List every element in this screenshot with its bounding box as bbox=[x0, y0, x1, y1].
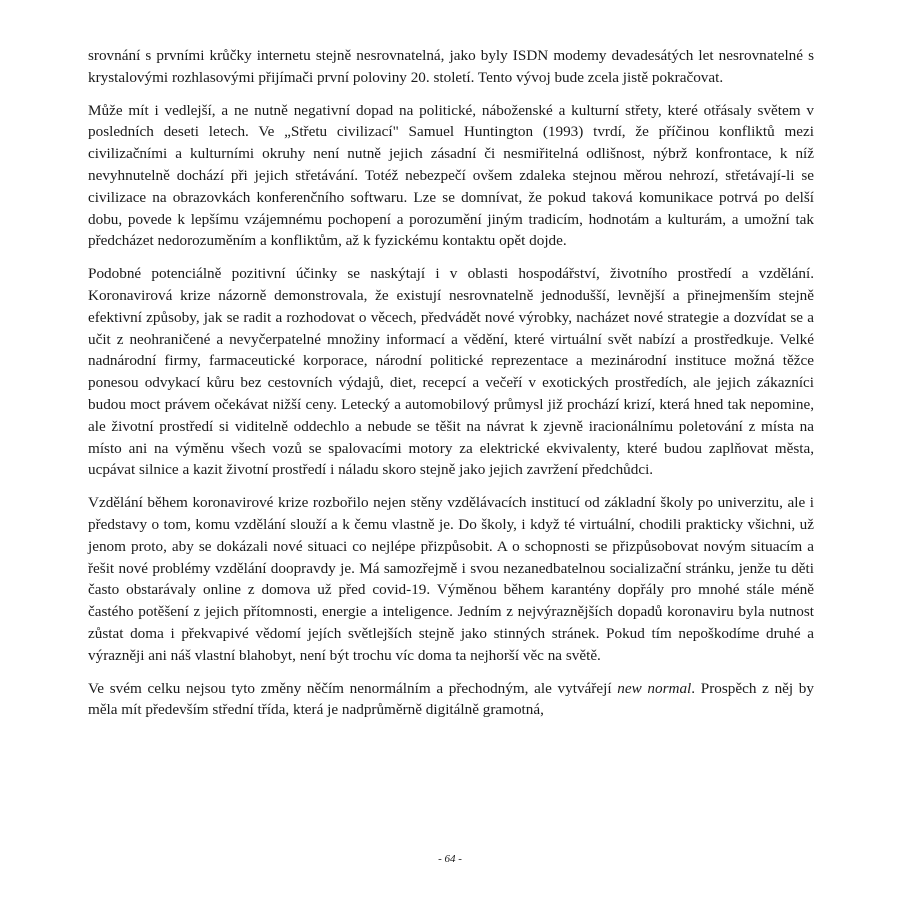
paragraph-new-normal bbox=[88, 678, 814, 722]
page-number: - 64 - bbox=[438, 853, 462, 865]
paragraph-new-normal-lead: Ve svém celku nejsou tyto změny něčím nenormálním a přechodným, ale vytvářejí bbox=[88, 679, 618, 697]
paragraph-civilizations: Může mít i vedlejší, a ne nutně negativní dopad na politické, náboženské a kulturní střety, které otřásaly světem v posledních deseti letech. Ve „Střetu civilizací" Samuel Huntington (1993) tvrdí, že příčinou konfliktů mezi civilizačními a kulturními okruhy není nutně jejich zásadní či nesmiřitelná odlišnost, nýbrž konfrontace, k níž nevyhnutelně dochází při jejich střetávání. Totéž nebezpečí ovšem zdaleka stejnou měrou nehrozí, střetávají-li se civilizace na obrazovkách konferenčního softwaru. Lze se domnívat, že pokud taková komunikace potrvá po delší dobu, povede k lepšímu vzájemnému pochopení a porozumění jiným tradicím, hodnotám a kulturám, a umožní tak předcházet nedorozuměním a konfliktům, až k fyzickému kontaktu opět dojde. bbox=[88, 101, 814, 250]
new-normal-emphasis: new normal bbox=[617, 679, 692, 697]
paragraph-economy-environment: Podobné potenciálně pozitivní účinky se naskýtají i v oblasti hospodářství, životního prostředí a vzdělání. Koronavirová krize názorně demonstrovala, že existují nesrovnatelně jednodušší, levnější a přinejmenším stejně efektivní způsoby, jak se radit a rozhodovat o věcech, předvádět nové výrobky, nacházet nové strategie a dozvídat se a učit z neohraničené a nevyčerpatelné množiny informací a vědění, které virtuální svět nabízí a prostředkuje. Velké nadnárodní firmy, farmaceutické korporace, národní politické reprezentace a mezinárodní instituce možná těžce ponesou odvykací kůru bez cestovních výdajů, diet, recepcí a večeří v exotických prostředích, ale jejich zákazníci budou moct právem očekávat nižší ceny. Letecký a automobilový průmysl již prochází krizí, která hned tak nepomine, ale životní prostředí si viditelně oddechlo a nebude se těšit na návrat k zjevně iracionálnímu poletování z místa na místo ani na výměnu všech vozů se spalovacími motory za elektrické ekvivalenty, které budou zaplňovat města, ucpávat silnice a kazit životní prostředí i náladu skoro stejně jako jejich zavržení předchůdci. bbox=[88, 265, 814, 479]
document-body bbox=[88, 45, 814, 732]
paragraph-new-normal-tail: . Prospěch z něj by měla mít především střední třída, která je nadprůměrně digitálně gramotná, bbox=[88, 679, 814, 719]
paragraph-education: Vzdělání během koronavirové krize rozbořilo nejen stěny vzdělávacích institucí od základní školy po univerzitu, ale i představy o tom, komu vzdělání slouží a k čemu vlastně je. Do školy, i když té virtuální, chodili prakticky všichni, už jenom proto, aby se dokázali nové situaci co nejlépe přizpůsobit. A o schopnosti se přizpůsobovat novým situacím a řešit nové problémy vzdělání doopravdy je. Má samozřejmě i svou nezanedbatelnou socializační stránku, jenže tu děti často obstarávaly online z domova už před covid-19. Výměnou během karantény dopřály pro mnohé stále méně častého potěšení z jejich přítomnosti, energie a inteligence. Jedním z nejvýraznějších dopadů koronaviru byla nutnost zůstat doma i překvapivé vědomí jejích světlejších stejně jako stinných stránek. Pokud tím nepoškodíme druhé a výrazněji ani náš vlastní blahobyt, není být trochu víc doma ta nejhorší věc na světě. bbox=[88, 494, 814, 664]
paragraph-continuation: srovnání s prvními krůčky internetu stejně nesrovnatelná, jako byly ISDN modemy devadesátých let nesrovnatelné s krystalovými rozhlasovými přijímači první poloviny 20. století. Tento vývoj bude zcela jistě pokračovat. bbox=[88, 47, 814, 86]
